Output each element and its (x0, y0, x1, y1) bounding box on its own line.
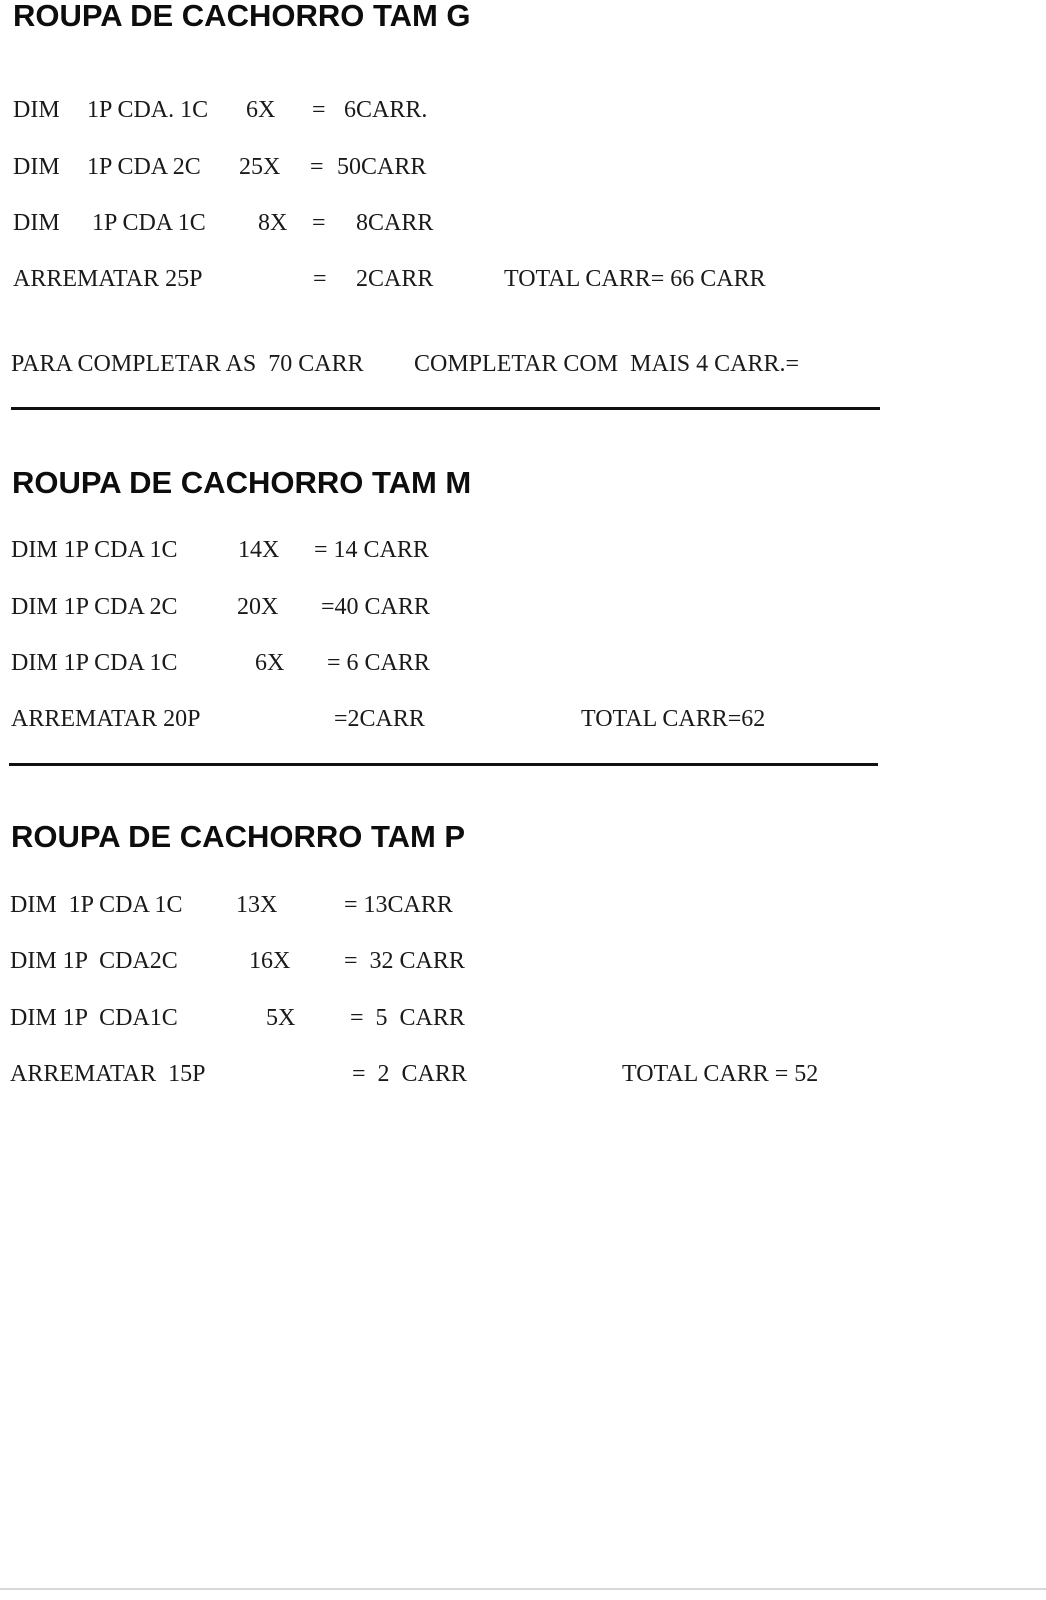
section-g-row-1-eq: = (312, 97, 326, 123)
section-g-title: ROUPA DE CACHORRO TAM G (13, 0, 471, 33)
section-divider (9, 763, 878, 766)
section-g-total: TOTAL CARR= 66 CARR (504, 266, 766, 292)
section-g-row-2-times: 25X (239, 154, 281, 180)
section-g-row-2-eq: = (310, 154, 324, 180)
section-g-row-3-times: 8X (258, 210, 288, 236)
section-m-row-3-times: 6X (255, 650, 285, 676)
section-p-row-1-desc: DIM 1P CDA 1C (10, 892, 183, 918)
section-g-row-3-desc: 1P CDA 1C (92, 210, 206, 236)
section-g-note-left: PARA COMPLETAR AS 70 CARR (11, 351, 364, 377)
section-p-title: ROUPA DE CACHORRO TAM P (11, 819, 466, 854)
section-m-row-3-desc: DIM 1P CDA 1C (11, 650, 178, 676)
section-m-row-1-result: = 14 CARR (314, 537, 429, 563)
section-p-row-2-times: 16X (249, 948, 291, 974)
section-p-row-3-desc: DIM 1P CDA1C (10, 1005, 178, 1031)
section-p-row-2-result: = 32 CARR (344, 948, 465, 974)
section-g-row-3-result: 8CARR (356, 210, 434, 236)
section-m-row-4-desc: ARREMATAR 20P (11, 706, 201, 732)
section-m-row-2-desc: DIM 1P CDA 2C (11, 594, 178, 620)
section-g-row-2-name: DIM (13, 154, 60, 180)
section-divider (11, 407, 880, 410)
section-g-note-right: COMPLETAR COM MAIS 4 CARR.= (414, 351, 800, 377)
section-g-row-4-name: ARREMATAR 25P (13, 266, 203, 292)
section-p-total: TOTAL CARR = 52 (622, 1061, 819, 1087)
section-g-row-4-result: 2CARR (356, 266, 434, 292)
section-g-row-4-eq: = (313, 266, 327, 292)
section-m-total: TOTAL CARR=62 (581, 706, 766, 732)
section-g-row-2-desc: 1P CDA 2C (87, 154, 201, 180)
section-p-row-1-result: = 13CARR (344, 892, 453, 918)
section-p-row-3-result: = 5 CARR (350, 1005, 465, 1031)
section-m-row-2-times: 20X (237, 594, 279, 620)
section-g-row-3-name: DIM (13, 210, 60, 236)
section-g-row-1-result: 6CARR. (344, 97, 428, 123)
section-g-row-3-eq: = (312, 210, 326, 236)
section-m-row-3-result: = 6 CARR (327, 650, 430, 676)
section-m-row-1-times: 14X (238, 537, 280, 563)
section-g-row-1-name: DIM (13, 97, 60, 123)
section-p-row-4-result: = 2 CARR (352, 1061, 467, 1087)
section-m-row-4-result: =2CARR (334, 706, 425, 732)
section-m-title: ROUPA DE CACHORRO TAM M (12, 465, 472, 500)
section-p-row-3-times: 5X (266, 1005, 296, 1031)
section-m-row-1-desc: DIM 1P CDA 1C (11, 537, 178, 563)
section-g-row-2-result: 50CARR (337, 154, 427, 180)
section-m-row-2-result: =40 CARR (321, 594, 430, 620)
section-g-row-1-desc: 1P CDA. 1C (87, 97, 209, 123)
section-p-row-4-desc: ARREMATAR 15P (10, 1061, 206, 1087)
section-p-row-2-desc: DIM 1P CDA2C (10, 948, 178, 974)
section-g-row-1-times: 6X (246, 97, 276, 123)
section-p-row-1-times: 13X (236, 892, 278, 918)
scan-edge-line (0, 1588, 1046, 1590)
